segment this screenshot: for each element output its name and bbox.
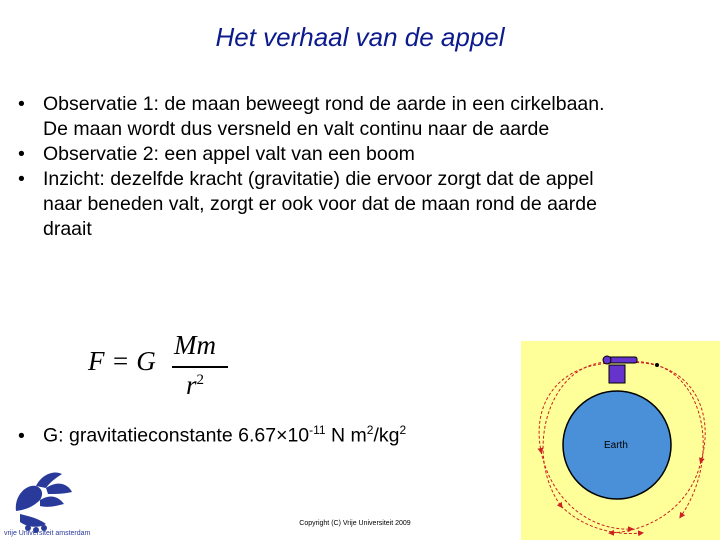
bullet-dot: • [18, 93, 25, 115]
unit-exponent-1: 2 [366, 423, 374, 437]
bullet-list [18, 92, 628, 242]
g-unit: N m [331, 424, 367, 447]
g-prefix: G: gravitatieconstante 6.67 [43, 424, 277, 447]
g-constant-line [18, 418, 406, 449]
bullet-item [18, 167, 628, 242]
earth-label: Earth [604, 440, 628, 451]
formula-lhs: F = G [88, 346, 156, 376]
newton-cannon-figure [521, 341, 720, 540]
bullet-item [18, 92, 628, 142]
g-unit-mid: /kg [373, 424, 400, 447]
bullet-item [18, 142, 628, 167]
fraction-bar [172, 366, 228, 368]
times-sign: × [276, 424, 288, 447]
logo-text: vrije Universiteit amsterdam [4, 530, 91, 537]
griffin-logo-icon [6, 466, 102, 536]
formula-exponent: 2 [196, 372, 205, 388]
university-logo [6, 466, 102, 540]
slide-title: Het verhaal van de appel [215, 22, 505, 52]
bullet-text: Observatie 2: een appel valt van een boom [43, 143, 415, 165]
gravity-formula [88, 328, 238, 406]
copyright-footer: Copyright (C) Vrije Universiteit 2009 [299, 520, 411, 527]
bullet-text: Inzicht: dezelfde kracht (gravitatie) die ervoor zorgt dat de appel naar beneden valt, zorgt er ook voor dat de maan rond de aarde draait [43, 168, 597, 240]
bullet-dot: • [18, 168, 25, 190]
bullet-dot: • [18, 424, 25, 447]
formula-numerator: Mm [174, 330, 216, 360]
unit-exponent-2: 2 [399, 423, 407, 437]
formula-denominator: $r^2$ [186, 370, 205, 400]
bullet-text: Observatie 1: de maan beweegt rond de aarde in een cirkelbaan. De maan wordt dus versneld en valt continu naar de aarde [43, 93, 605, 140]
g-base: 10 [287, 424, 310, 447]
newton-cannon-illustration [521, 341, 720, 540]
bullet-dot: • [18, 143, 25, 165]
g-exponent: -11 [309, 423, 326, 437]
